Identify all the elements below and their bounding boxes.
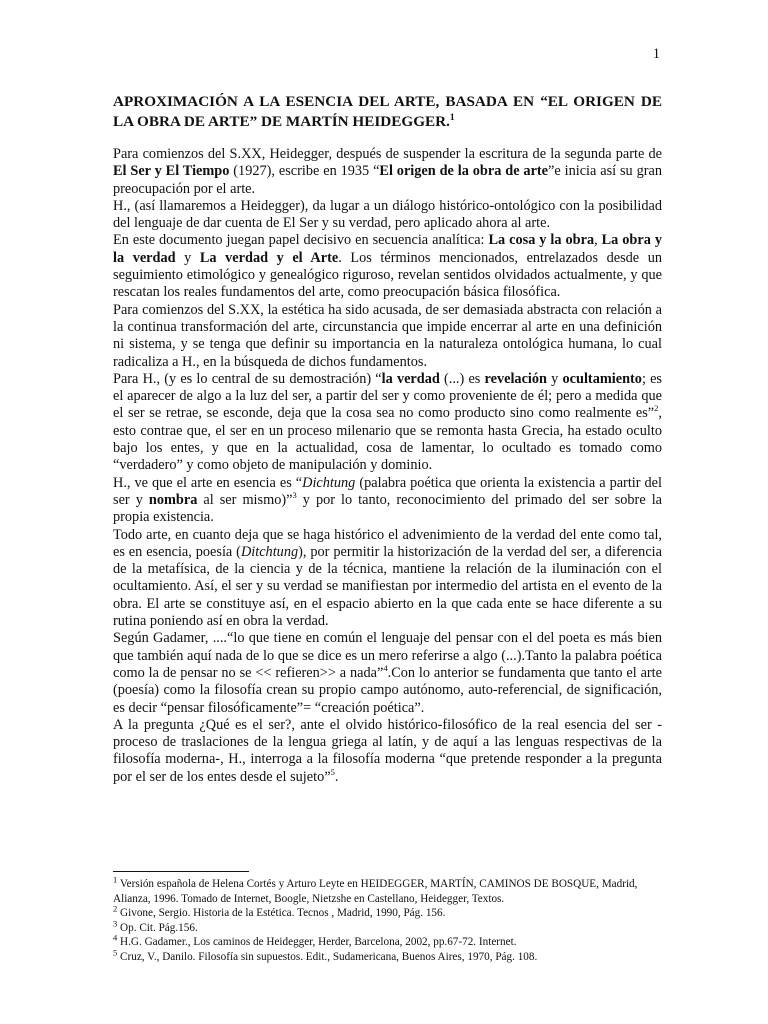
- title-text: APROXIMACIÓN A LA ESENCIA DEL ARTE, BASADA EN “EL ORIGEN DE LA OBRA DE ARTE” DE MARTÍN HEIDEGGER.: [113, 93, 662, 130]
- text-run: A la pregunta ¿Qué es el ser?, ante el olvido histórico-filosófico de la real esencia del ser -proceso de traslaciones de la lengua griega al latín, y de aquí a las lenguas respectivas de la filosofía moderna-, H., interroga a la filosofía moderna “que pretende responder a la pregunta por el ser de los entes desde el sujeto”: [113, 716, 662, 785]
- body-paragraph: [113, 198, 662, 233]
- footnote-mark: 1: [113, 874, 118, 885]
- text-run: , esto contrae que, el ser en un proceso milenario que se remonta hasta Grecia, ha estado oculto bajo los entes, y que en la actualidad, cosa de lamentar, lo ocultado es tomado como “verdadero” y como objeto de manipulación y dominio.: [113, 405, 662, 474]
- footnote: [113, 947, 662, 965]
- text-run: En este documento juegan papel decisivo en secuencia analítica:: [113, 232, 489, 249]
- bold-text: La verdad y el Arte: [199, 249, 339, 266]
- bold-text: El origen de la obra de arte: [379, 163, 549, 180]
- body-paragraph: [113, 232, 662, 301]
- text-run: ), por permitir la historización de la verdad del ser, a diferencia de la metafísica, de la ciencia y de la técnica, mantiene la relación de la iluminación con el ocultamiento. Así, el ser y su verdad se manifiestan por intermedio del artista en el evento de la obra. El arte se constituye así, en el espacio abierto en la que cada ente se hace diferente a su rutina poniendo así en obra la verdad.: [113, 543, 662, 630]
- text-run: y: [175, 249, 200, 266]
- text-run: Para comienzos del S.XX, la estética ha sido acusada, de ser demasiada abstracta con relación a la continua transformación del arte, circunstancia que impide encerrar al arte en una definición ni sistema, y se tenga que definir su importancia en la naturaleza ontológica humana, lo cual radicaliza a H., en la búsqueda de dichos fundamentos.: [113, 301, 662, 370]
- text-run: .: [334, 768, 339, 785]
- footnote-text: Versión española de Helena Cortés y Arturo Leyte en HEIDEGGER, MARTÍN, CAMINOS DE BOSQUE, Madrid, Alianza, 1996. Tomado de Internet, Boogle, Nietzshe en Castellano, Heidegger, Textos.: [113, 878, 638, 905]
- text-run: (1927), escribe en 1935 “: [229, 163, 380, 180]
- footnote: [113, 903, 662, 921]
- bold-text: La obra y la verdad: [113, 232, 662, 266]
- body-text: [113, 146, 662, 786]
- body-paragraph: [113, 302, 662, 371]
- title-footnote-mark: 1: [449, 112, 455, 123]
- footnote-text: Givone, Sergio. Historia de la Estética. Tecnos , Madrid, 1990, Pág. 156.: [117, 907, 446, 920]
- footnote-text: Cruz, V., Danilo. Filosofía sin supuestos. Edit., Sudamericana, Buenos Aires, 1970, Pág. 108.: [117, 950, 538, 963]
- text-run: (...) es: [439, 370, 485, 387]
- bold-text: El Ser y El Tiempo: [113, 163, 230, 180]
- bold-text: nombra: [148, 491, 198, 508]
- text-run: Según Gadamer, ....“lo que tiene en común el lenguaje del pensar con el del poeta es más bien que también aquí nada de lo que se dice es un mero referirse a algo (...).Tanto la palabra poética como la de pensar no se << refieren>> a nada”: [113, 630, 662, 681]
- footnote-reference: 4: [383, 663, 388, 674]
- footnote-reference: 5: [330, 766, 335, 777]
- text-run: ; es el aparecer de algo a la luz del ser, a partir del ser y como proveniente de él; pero a medida que el ser se retrae, se esconde, deja que la cosa sea no como producto sino como realmente es”: [113, 370, 662, 422]
- text-run: y: [547, 370, 563, 387]
- text-run: . Los términos mencionados, entrelazados desde un seguimiento etimológico y genealógico riguroso, revelan sentidos olvidados actualmente, y que rescatan los reales fundamentos del arte, como preocupación básica filosófica.: [113, 249, 663, 301]
- footnotes-section: [113, 874, 662, 965]
- body-paragraph: [113, 527, 662, 631]
- bold-text: revelación: [484, 370, 547, 387]
- text-run: (palabra poética que orienta la existencia a partir del ser y: [113, 474, 662, 508]
- footnote-text: H.G. Gadamer., Los caminos de Heidegger, Herder, Barcelona, 2002, pp.67-72. Internet.: [117, 936, 517, 949]
- footnote-mark: 5: [113, 947, 118, 958]
- footnote: [113, 874, 662, 906]
- page-number: 1: [652, 46, 660, 62]
- document-title: [113, 92, 662, 132]
- text-run: y por lo tanto, reconocimiento del primado del ser sobre la propia existencia.: [113, 491, 663, 526]
- text-run: ”e inicia así su gran preocupación por el arte.: [113, 163, 662, 197]
- text-run: Todo arte, en cuanto deja que se haga histórico el advenimiento de la verdad del ente como tal, es en esencia, poesía (: [113, 526, 662, 560]
- body-paragraph: [113, 475, 662, 527]
- footnote-separator: [113, 871, 249, 872]
- footnote-mark: 3: [113, 918, 118, 929]
- text-run: .Con lo anterior se fundamenta que tanto el arte (poesía) como la filosofía crean su propio campo autónomo, auto-referencial, de significación, es decir “pensar filosóficamente”= “creación poética”.: [113, 664, 662, 716]
- bold-text: ocultamiento: [562, 370, 642, 387]
- footnote: [113, 918, 662, 936]
- footnote: [113, 932, 662, 950]
- footnote-mark: 2: [113, 903, 118, 914]
- footnote-reference: 2: [654, 403, 659, 414]
- bold-text: La cosa y la obra: [488, 232, 595, 249]
- footnote-mark: 4: [113, 932, 118, 943]
- body-paragraph: [113, 717, 662, 786]
- italic-text: Ditchtung: [240, 543, 299, 560]
- italic-text: Dichtung: [302, 474, 356, 491]
- text-run: al ser mismo)”: [197, 491, 293, 508]
- text-run: Para comienzos del S.XX, Heidegger, después de suspender la escritura de la segunda parte de: [113, 146, 662, 162]
- footnote-reference: 3: [292, 490, 297, 501]
- text-run: H., ve que el arte en esencia es “: [113, 474, 303, 491]
- text-run: ,: [594, 232, 602, 249]
- text-run: Para H., (y es lo central de su demostración) “: [113, 370, 382, 387]
- body-paragraph: [113, 371, 662, 475]
- text-run: H., (así llamaremos a Heidegger), da lugar a un diálogo histórico-ontológico con la posibilidad del lenguaje de dar cuenta de El Ser y su verdad, pero aplicado ahora al arte.: [113, 197, 662, 232]
- body-paragraph: [113, 146, 662, 198]
- footnote-text: Op. Cit. Pág.156.: [117, 921, 198, 934]
- body-paragraph: [113, 630, 662, 716]
- bold-text: la verdad: [381, 370, 440, 387]
